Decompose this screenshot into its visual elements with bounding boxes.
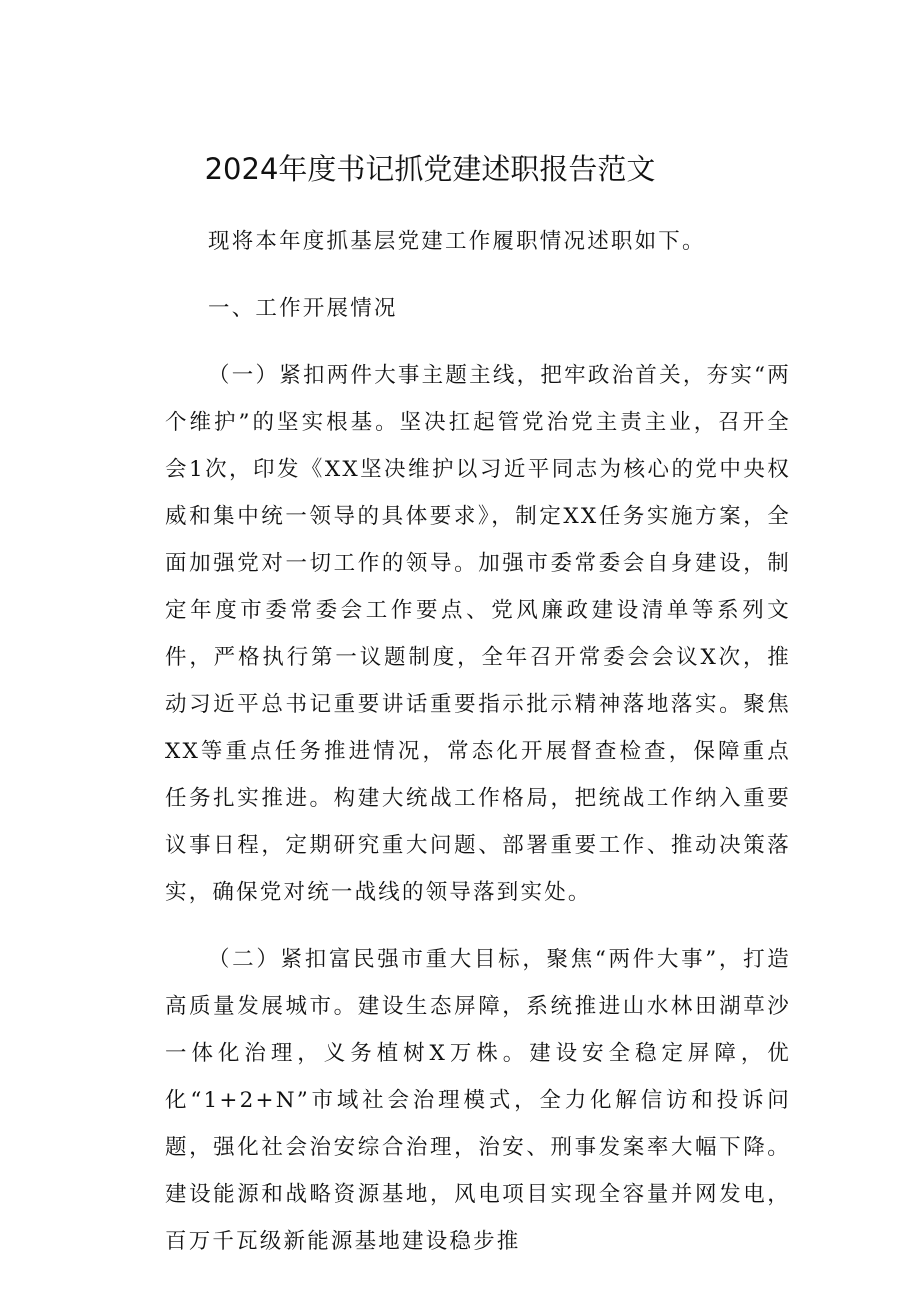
document-body <box>165 218 791 1265</box>
section-1-paragraph: （一）紧扣两件大事主题主线，把牢政治首关，夯实“两个维护”的坚实根基。坚决扛起管党治党主责主业，召开全会1次，印发《XX坚决维护以习近平同志为核心的党中央权威和集中统一领导的具体要求》，制定XX任务实施方案，全面加强党对一切工作的领导。加强市委常委会自身建设，制定年度市委常委会工作要点、党风廉政建设清单等系列文件，严格执行第一议题制度，全年召开常委会会议X次，推动习近平总书记重要讲话重要指示批示精神落地落实。聚焦XX等重点任务推进情况，常态化开展督查检查，保障重点任务扎实推进。构建大统战工作格局，把统战工作纳入重要议事日程，定期研究重大问题、部署重要工作、推动决策落实，确保党对统一战线的领导落到实处。 <box>165 363 791 905</box>
document-title: 2024年度书记抓党建述职报告范文 <box>204 152 656 186</box>
section-2-paragraph: （二）紧扣富民强市重大目标，聚焦“两件大事”，打造高质量发展城市。建设生态屏障，系统推进山水林田湖草沙一体化治理，义务植树X万株。建设安全稳定屏障，优化“1+2+N”市域社会治理模式，全力化解信访和投诉问题，强化社会治安综合治理，治安、刑事发案率大幅下降。建设能源和战略资源基地，风电项目实现全容量并网发电，百万千瓦级新能源基地建设稳步推 <box>165 947 791 1254</box>
intro-paragraph: 现将本年度抓基层党建工作履职情况述职如下。 <box>208 229 706 254</box>
section-heading-1: 一、工作开展情况 <box>208 296 398 321</box>
